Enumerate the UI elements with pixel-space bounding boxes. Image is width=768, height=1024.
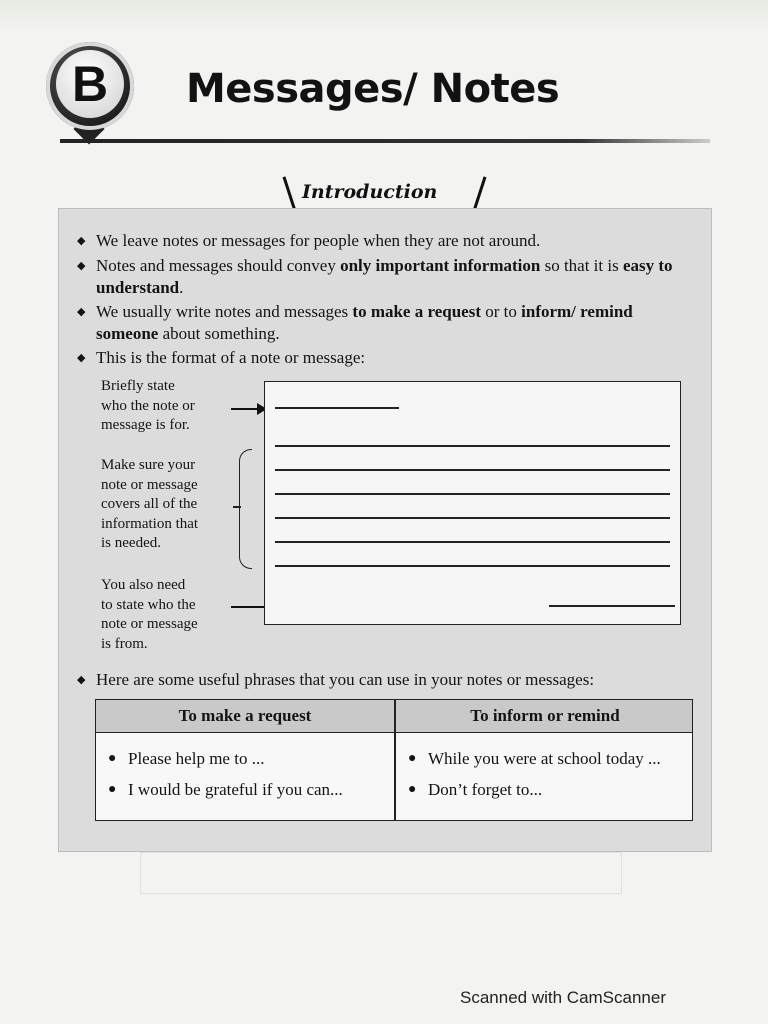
title-underline bbox=[60, 139, 710, 143]
sender-line bbox=[549, 605, 675, 607]
badge-letter: B bbox=[56, 50, 124, 118]
intro-slash-right bbox=[473, 176, 487, 211]
bullet-segment: This is the format of a note or message: bbox=[96, 348, 366, 367]
bullet-text bbox=[96, 347, 696, 369]
bullet-emphasis: easy to understand bbox=[96, 256, 673, 297]
bullet-segment: or to bbox=[481, 302, 522, 321]
bullet-dot-icon: ● bbox=[408, 751, 417, 766]
bullet-emphasis: inform/ remind someone bbox=[96, 302, 633, 343]
content-brace-icon bbox=[239, 449, 252, 569]
bullet-dot-icon: ● bbox=[108, 751, 117, 766]
content-line bbox=[275, 541, 670, 543]
bullet-text bbox=[96, 255, 696, 299]
recipient-arrow-icon bbox=[231, 408, 265, 410]
bullet-dot-icon: ● bbox=[408, 782, 417, 797]
content-line bbox=[275, 493, 670, 495]
recipient-line bbox=[275, 407, 399, 409]
diamond-bullet-icon: ◆ bbox=[77, 352, 86, 364]
content-line bbox=[275, 445, 670, 447]
diamond-bullet-icon: ◆ bbox=[77, 674, 86, 686]
content-line bbox=[275, 565, 670, 567]
column-header-inform: To inform or remind bbox=[470, 706, 620, 725]
phrases-intro: Here are some useful phrases that you can use in your notes or messages: bbox=[96, 670, 595, 689]
scanner-watermark: Scanned with CamScanner bbox=[460, 988, 667, 1007]
intro-content-box bbox=[58, 208, 712, 852]
content-line bbox=[275, 469, 670, 471]
bullet-emphasis: to make a request bbox=[352, 302, 481, 321]
bullet-text bbox=[96, 230, 696, 252]
brace-tip bbox=[233, 506, 241, 508]
bullet-segment: Notes and messages should convey bbox=[96, 256, 341, 275]
bullet-segment: We leave notes or messages for people when they are not around. bbox=[96, 231, 541, 250]
diamond-bullet-icon: ◆ bbox=[77, 260, 86, 272]
bullet-segment: . bbox=[179, 278, 184, 297]
note-format-card bbox=[264, 381, 681, 625]
diamond-bullet-icon: ◆ bbox=[77, 235, 86, 247]
bullet-segment: We usually write notes and messages bbox=[96, 302, 353, 321]
bullet-dot-icon: ● bbox=[108, 782, 117, 797]
sender-label: You also need to state who the note or message is from. bbox=[101, 577, 198, 652]
content-label: Make sure your note or message covers all of the information that is needed. bbox=[101, 457, 199, 551]
phrases-table: To make a request To inform or remind ● Please help me to ... ● I would be grateful if you can... ● While you were at school today ... ● Don’t forget to... bbox=[95, 699, 693, 821]
page-top-tint bbox=[0, 0, 768, 30]
diamond-bullet-icon: ◆ bbox=[77, 306, 86, 318]
content-line bbox=[275, 517, 670, 519]
recipient-label: Briefly state who the note or message is for. bbox=[101, 378, 195, 433]
intro-slash-left bbox=[283, 176, 297, 211]
page-title: Messages/ Notes bbox=[186, 66, 560, 112]
intro-heading: Introduction bbox=[302, 181, 438, 203]
bleed-through-box bbox=[140, 852, 622, 894]
bullet-text bbox=[96, 301, 696, 345]
bullet-emphasis: only important information bbox=[340, 256, 541, 275]
column-header-request: To make a request bbox=[178, 706, 312, 725]
bullet-segment: about something. bbox=[158, 324, 280, 343]
bullet-segment: so that it is bbox=[540, 256, 623, 275]
